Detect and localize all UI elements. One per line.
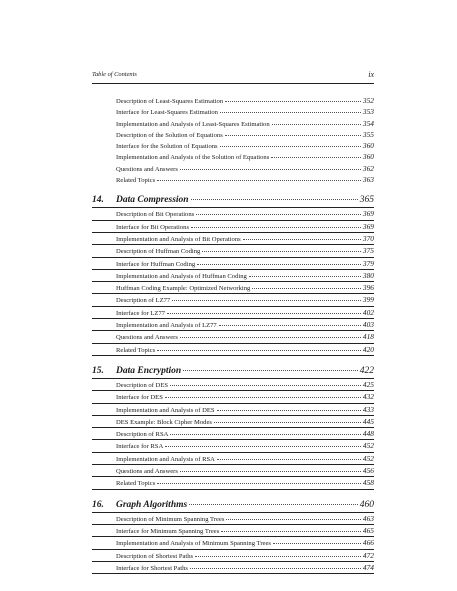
- toc-entry-title: Implementation and Analysis of DES: [116, 406, 215, 414]
- toc-entry-page: 403: [362, 320, 374, 330]
- toc-entry-page: 452: [362, 453, 374, 463]
- toc-entry-page: 399: [362, 295, 374, 305]
- toc-entry: [92, 404, 374, 416]
- toc-entry-title: Interface for LZ77: [116, 309, 166, 317]
- toc-entry-title: Questions and Answers: [116, 165, 178, 173]
- toc-entry: [92, 344, 374, 356]
- toc-entry: [92, 416, 374, 428]
- toc-entry-page: 425: [362, 379, 374, 389]
- toc-entry: [92, 163, 374, 174]
- toc-entry: [92, 319, 374, 331]
- toc-entry: [92, 465, 374, 477]
- toc-entry-title: Description of Least-Squares Estimation: [116, 98, 224, 105]
- chapter-heading: [92, 499, 374, 513]
- dot-leader: [157, 180, 361, 181]
- dot-leader: [225, 101, 361, 102]
- toc-entry-title: Description of Minimum Spanning Trees: [116, 515, 225, 523]
- dot-leader: [197, 264, 361, 265]
- toc-entry-page: 418: [362, 332, 374, 342]
- toc-entry-title: Interface for the Solution of Equations: [116, 143, 218, 151]
- dot-leader: [273, 543, 361, 544]
- dot-leader: [157, 483, 361, 484]
- dot-leader: [180, 471, 361, 472]
- toc-entry-page: 396: [362, 283, 374, 293]
- page-number-roman: ix: [368, 70, 374, 79]
- chapter-title: Graph Algorithms: [116, 499, 188, 510]
- running-header-title: Table of Contents: [92, 71, 137, 78]
- toc-entry-page: 420: [362, 344, 374, 354]
- toc-entry: [92, 270, 374, 282]
- toc-entry-title: Related Topics: [116, 480, 156, 488]
- chapter-entry-list: [92, 208, 374, 356]
- dot-leader: [220, 146, 361, 147]
- toc-entry: [92, 294, 374, 306]
- chapter-number: 16.: [92, 499, 104, 510]
- toc-entry: [92, 258, 374, 270]
- dot-leader: [271, 157, 361, 158]
- toc-entry: [92, 95, 374, 106]
- toc-entry-title: Implementation and Analysis of Minimum Spanning Trees: [116, 540, 271, 548]
- toc-entry: [92, 129, 374, 140]
- dot-leader: [191, 199, 358, 200]
- toc-entry: [92, 440, 374, 452]
- chapter-section: [92, 499, 374, 574]
- toc-entry-page: 360: [362, 152, 374, 162]
- dot-leader: [195, 556, 361, 557]
- toc-entry-page: 354: [362, 118, 374, 128]
- dot-leader: [225, 135, 361, 136]
- chapter-number: 14.: [92, 195, 104, 206]
- toc-entry-page: 456: [362, 466, 374, 476]
- toc-entry-title: Description of RSA: [116, 431, 169, 439]
- toc-entry: [92, 151, 374, 162]
- toc-entry-page: 452: [362, 441, 374, 451]
- toc-entry-title: Implementation and Analysis of LZ77: [116, 322, 217, 330]
- chapter-heading: [92, 365, 374, 379]
- toc-entry-page: 379: [362, 258, 374, 268]
- intro-entry-list: [92, 95, 374, 185]
- dot-leader: [172, 300, 361, 301]
- toc-entry-page: 362: [362, 163, 374, 173]
- toc-entry-page: 433: [362, 404, 374, 414]
- toc-entry: [92, 118, 374, 129]
- chapter-page: 460: [359, 499, 374, 510]
- toc-entry-title: Interface for Bit Operations: [116, 223, 190, 231]
- toc-entry-title: Implementation and Analysis of Huffman Coding: [116, 272, 247, 280]
- toc-entry-title: Interface for Minimum Spanning Trees: [116, 527, 220, 535]
- toc-entry-page: 360: [362, 141, 374, 151]
- chapter-title: Data Compression: [116, 195, 189, 206]
- dot-leader: [170, 385, 361, 386]
- dot-leader: [249, 276, 361, 277]
- dot-leader: [157, 350, 361, 351]
- toc-entry: [92, 106, 374, 117]
- chapter-page: 365: [359, 195, 374, 206]
- toc-entry-page: 445: [362, 416, 374, 426]
- toc-entry-title: Description of Huffman Coding: [116, 248, 201, 256]
- chapter-page: 422: [359, 365, 374, 376]
- dot-leader: [202, 251, 361, 252]
- toc-entry: [92, 174, 374, 185]
- toc-entry-title: Questions and Answers: [116, 334, 178, 342]
- toc-entry-title: Related Topics: [116, 177, 156, 185]
- toc-entry-title: Implementation and Analysis of Least-Squares Estimation: [116, 120, 270, 128]
- toc-entry-title: Description of DES: [116, 381, 169, 389]
- toc-entry: [92, 245, 374, 257]
- chapter-entry-list: [92, 513, 374, 574]
- dot-leader: [243, 239, 361, 240]
- toc-entry-title: Interface for Least-Squares Estimation: [116, 109, 218, 117]
- toc-entry-title: Interface for RSA: [116, 443, 164, 451]
- dot-leader: [189, 504, 358, 505]
- toc-entry-page: 363: [362, 175, 374, 185]
- dot-leader: [180, 169, 361, 170]
- chapter-heading: [92, 194, 374, 208]
- toc-entry-title: Description of LZ77: [116, 297, 171, 305]
- dot-leader: [191, 227, 361, 228]
- dot-leader: [219, 325, 361, 326]
- toc-entry-page: 463: [362, 513, 374, 523]
- toc-entry: [92, 282, 374, 294]
- dot-leader: [165, 446, 361, 447]
- dot-leader: [220, 112, 361, 113]
- running-header: [92, 71, 374, 84]
- toc-entry: [92, 379, 374, 391]
- dot-leader: [214, 422, 361, 423]
- toc-entry-page: 353: [362, 107, 374, 117]
- toc-entry-page: 458: [362, 478, 374, 488]
- toc-entry-page: 448: [362, 429, 374, 439]
- toc-entry-page: 472: [362, 550, 374, 560]
- chapter-section: [92, 194, 374, 356]
- chapter-title: Data Encryption: [116, 365, 182, 376]
- dot-leader: [170, 434, 361, 435]
- dot-leader: [217, 410, 361, 411]
- toc-entry: [92, 537, 374, 549]
- toc-entry-title: Description of Bit Operations: [116, 211, 195, 219]
- toc-entry-title: Implementation and Analysis of the Solution of Equations: [116, 154, 270, 162]
- toc-entry: [92, 453, 374, 465]
- toc-entry: [92, 233, 374, 245]
- toc-entry-page: 432: [362, 392, 374, 402]
- toc-entry: [92, 513, 374, 525]
- toc-entry-title: Questions and Answers: [116, 468, 178, 476]
- toc-entry: [92, 525, 374, 537]
- toc-entry-title: Interface for Shortest Paths: [116, 564, 188, 572]
- dot-leader: [252, 288, 361, 289]
- toc-entry-page: 474: [362, 562, 374, 572]
- toc-entry-title: DES Example: Block Cipher Modes: [116, 418, 212, 426]
- dot-leader: [180, 337, 361, 338]
- toc-entry-title: Huffman Coding Example: Optimized Networking: [116, 285, 251, 293]
- toc-entry: [92, 140, 374, 151]
- dot-leader: [167, 313, 361, 314]
- chapter-entry-list: [92, 379, 374, 490]
- toc-entry-title: Interface for Huffman Coding: [116, 260, 196, 268]
- toc-entry-page: 375: [362, 246, 374, 256]
- table-of-contents: [92, 95, 374, 574]
- toc-entry-title: Interface for DES: [116, 394, 163, 402]
- toc-entry-page: 466: [362, 538, 374, 548]
- toc-entry: [92, 208, 374, 220]
- toc-entry-title: Related Topics: [116, 346, 156, 354]
- dot-leader: [226, 519, 360, 520]
- dot-leader: [196, 214, 361, 215]
- toc-entry: [92, 550, 374, 562]
- chapter-number: 15.: [92, 365, 104, 376]
- dot-leader: [272, 124, 361, 125]
- toc-entry: [92, 477, 374, 489]
- toc-entry-title: Implementation and Analysis of Bit Operations: [116, 235, 241, 243]
- dot-leader: [183, 370, 358, 371]
- toc-entry-page: 355: [362, 129, 374, 139]
- dot-leader: [190, 568, 361, 569]
- toc-entry-page: 369: [362, 209, 374, 219]
- toc-entry-page: 402: [362, 307, 374, 317]
- toc-entry: [92, 331, 374, 343]
- dot-leader: [221, 531, 361, 532]
- toc-entry-page: 369: [362, 221, 374, 231]
- chapter-list: [92, 194, 374, 574]
- dot-leader: [217, 459, 361, 460]
- toc-entry: [92, 391, 374, 403]
- toc-entry: [92, 562, 374, 574]
- toc-entry: [92, 428, 374, 440]
- toc-entry-title: Implementation and Analysis of RSA: [116, 455, 215, 463]
- toc-entry-title: Description of the Solution of Equations: [116, 131, 223, 139]
- dot-leader: [165, 397, 361, 398]
- chapter-section: [92, 365, 374, 490]
- toc-entry-page: 465: [362, 525, 374, 535]
- toc-entry-page: 380: [362, 270, 374, 280]
- toc-entry-title: Description of Shortest Paths: [116, 552, 194, 560]
- toc-entry: [92, 307, 374, 319]
- toc-entry: [92, 221, 374, 233]
- toc-entry-page: 352: [362, 96, 374, 105]
- toc-entry-page: 370: [362, 233, 374, 243]
